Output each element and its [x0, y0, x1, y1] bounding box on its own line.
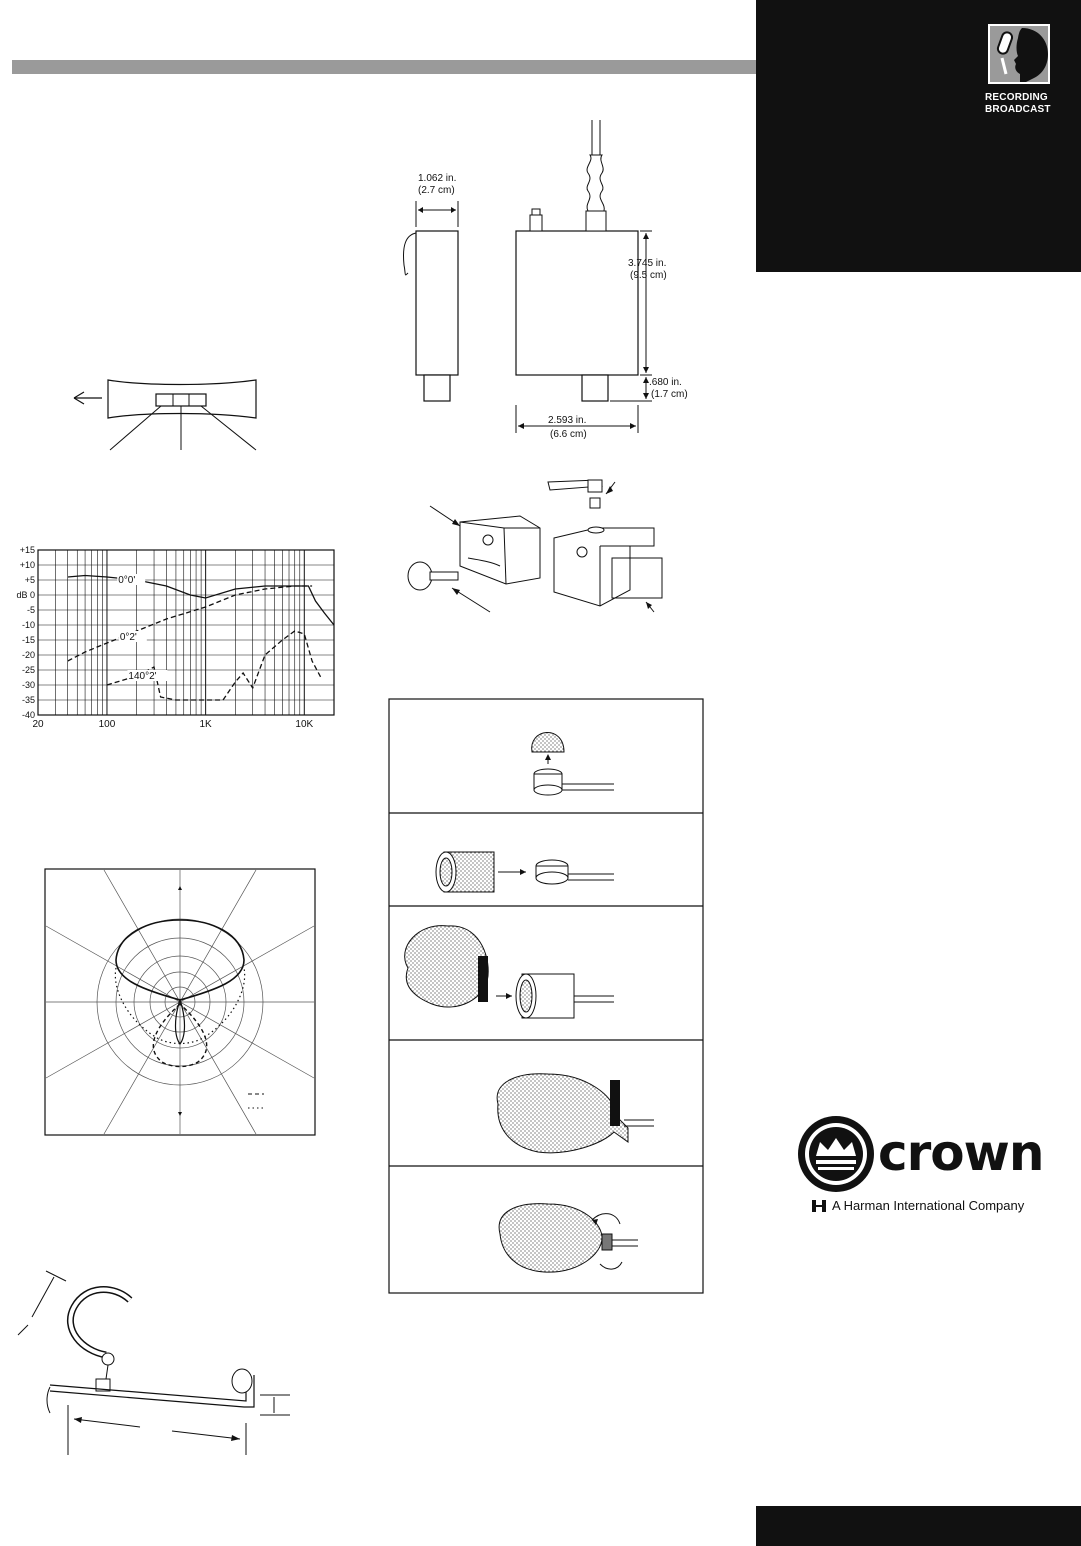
headworn-mic-drawing — [10, 1255, 305, 1460]
width-label-cm: (6.6 cm) — [550, 429, 587, 440]
plot-frame — [38, 550, 334, 715]
harman-tagline: A Harman International Company — [832, 1198, 1025, 1213]
belt-clip — [404, 233, 417, 275]
header-rule — [12, 60, 757, 74]
clamp-exploded-view — [400, 462, 700, 622]
y-tick-label: -30 — [21, 680, 35, 690]
switch-diagram — [64, 370, 274, 455]
beltpack-side-view — [416, 231, 458, 375]
x-tick-label: 20 — [32, 719, 44, 730]
height-label-in: 3.745 in. — [628, 258, 667, 269]
y-tick-label: +5 — [24, 575, 35, 585]
y-tick-label: -35 — [21, 695, 35, 705]
y-tick-label: dB 0 — [16, 590, 35, 600]
category-label-2: BROADCAST — [985, 104, 1051, 115]
connector-label-cm: (1.7 cm) — [651, 389, 688, 400]
series-annotation: 140°2' — [128, 671, 157, 682]
x-tick-label: 100 — [98, 719, 116, 730]
y-tick-label: -40 — [21, 710, 35, 720]
x-tick-label: 1K — [199, 719, 212, 730]
beltpack-front-view — [516, 231, 638, 375]
y-tick-label: -15 — [21, 635, 35, 645]
frequency-response-svg — [0, 540, 345, 740]
cable-strain-relief — [587, 155, 604, 211]
crown-logo-icon — [796, 1114, 876, 1194]
height-label-cm: (9.5 cm) — [630, 270, 667, 281]
frequency-response-chart — [0, 540, 345, 740]
y-tick-label: -10 — [21, 620, 35, 630]
category-tab — [756, 0, 1081, 272]
y-tick-label: -25 — [21, 665, 35, 675]
y-tick-label: +10 — [19, 560, 35, 570]
depth-label-in: 1.062 in. — [418, 173, 457, 184]
series-annotation: 0°0' — [118, 575, 136, 586]
category-label-1: RECORDING — [985, 92, 1048, 103]
microphone-profile-icon — [986, 22, 1056, 88]
connector-label-in: .680 in. — [649, 377, 682, 388]
crown-wordmark: crown — [878, 1124, 1044, 1182]
y-tick-label: -20 — [21, 650, 35, 660]
harman-h-icon — [812, 1200, 826, 1212]
x-tick-label: 10K — [295, 719, 314, 730]
footer-tab — [756, 1506, 1081, 1546]
polar-pattern-diagram — [44, 868, 318, 1138]
windscreen-steps-panel — [388, 698, 704, 1294]
series-annotation: 0°2' — [119, 632, 137, 643]
y-tick-label: -5 — [26, 605, 35, 615]
y-tick-label: +15 — [19, 545, 35, 555]
width-label-in: 2.593 in. — [548, 415, 587, 426]
beltpack-dimension-drawing — [390, 115, 710, 445]
depth-label-cm: (2.7 cm) — [418, 185, 455, 196]
